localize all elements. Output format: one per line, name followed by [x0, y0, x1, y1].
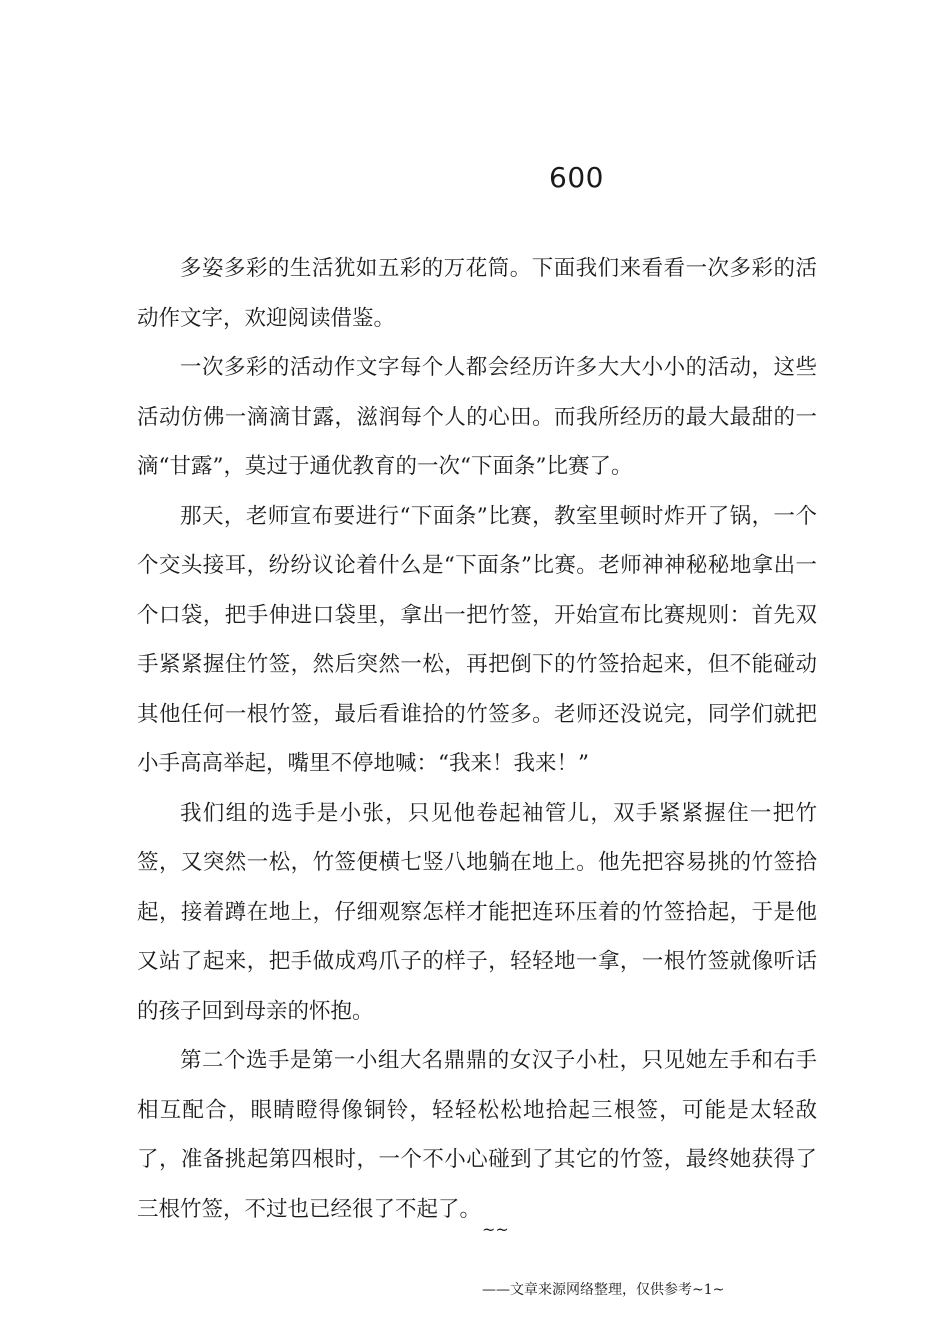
- paragraph-first-player: 我们组的选手是小张，只见他卷起袖管儿，双手紧紧握住一把竹签，又突然一松，竹签便横七竖八地躺在地上。他先把容易挑的竹签拾起，接着蹲在地上，仔细观察怎样才能把连环压着的竹签拾起，于是他又站了起来，把手做成鸡爪子的样子，轻轻地一拿，一根竹签就像听话的孩子回到母亲的怀抱。: [137, 800, 817, 1024]
- footer-source-note: ——文章来源网络整理，仅供参考~1~: [482, 1282, 725, 1298]
- paragraph-rules: 那天，老师宣布要进行“下面条”比赛，教室里顿时炸开了锅，一个个交头接耳，纷纷议论着什么是“下面条”比赛。老师神神秘秘地拿出一个口袋，把手伸进口袋里，拿出一把竹签，开始宣布比赛规则：首先双手紧紧握住竹签，然后突然一松，再把倒下的竹签拾起来，但不能碰动其他任何一根竹签，最后看谁拾的竹签多。老师还没说完，同学们就把小手高高举起，嘴里不停地喊：“我来！我来！”: [137, 503, 817, 776]
- article-body: [137, 244, 817, 1234]
- paragraph-activity: 一次多彩的活动作文字每个人都会经历许多大大小小的活动，这些活动仿佛一滴滴甘露，滋润每个人的心田。而我所经历的最大最甜的一滴“甘露”，莫过于通优教育的一次“下面条”比赛了。: [137, 355, 817, 479]
- paragraph-second-player: 第二个选手是第一小组大名鼎鼎的女汉子小杜，只见她左手和右手相互配合，眼睛瞪得像铜铃，轻轻松松地拾起三根签，可能是太轻敌了，准备挑起第四根时，一个不小心碰到了其它的竹签，最终她获得了三根竹签，不过也已经很了不起了。: [137, 1048, 817, 1222]
- paragraph-intro: 多姿多彩的生活犹如五彩的万花筒。下面我们来看看一次多彩的活动作文字，欢迎阅读借鉴。: [137, 256, 817, 331]
- page-title: 600: [549, 161, 604, 194]
- footer-tilde: ~~: [482, 1220, 509, 1239]
